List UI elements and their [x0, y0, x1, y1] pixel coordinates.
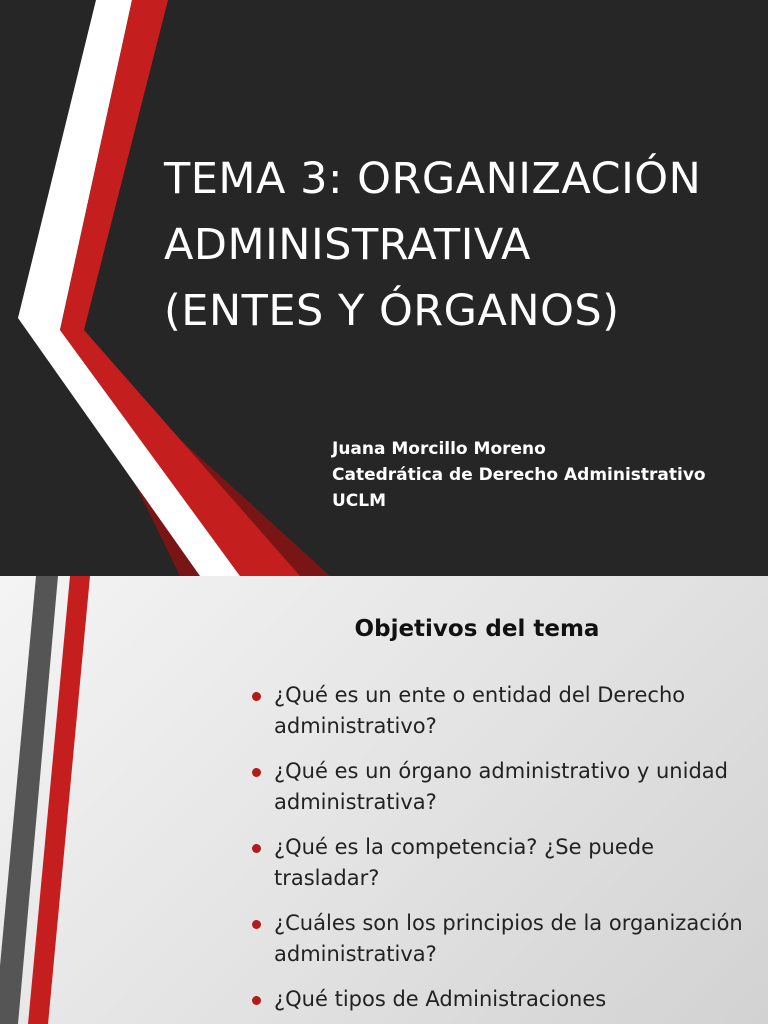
list-item-text: ¿Cuáles son los principios de la organización administrativa? [274, 911, 743, 966]
slide-title [164, 146, 764, 344]
bullet-icon [252, 920, 261, 929]
list-item [252, 756, 752, 818]
list-item-text: ¿Qué es la competencia? ¿Se puede trasladar? [274, 835, 655, 890]
author-block [332, 436, 768, 514]
bullet-icon [252, 844, 261, 853]
list-item [252, 680, 752, 742]
objectives-slide [0, 576, 768, 1024]
list-item [252, 908, 752, 970]
list-item [252, 832, 752, 894]
bullet-icon [252, 996, 261, 1005]
list-item-text: ¿Qué es un órgano administrativo y unidad administrativa? [274, 759, 728, 814]
list-item-text: ¿Qué es un ente o entidad del Derecho administrativo? [274, 683, 686, 738]
author-name: Juana Morcillo Moreno [332, 439, 546, 459]
author-institution: UCLM [332, 491, 387, 511]
title-line-1: TEMA 3: ORGANIZACIÓN [164, 154, 702, 204]
author-position: Catedrática de Derecho Administrativo [332, 465, 706, 485]
title-line-2: ADMINISTRATIVA [164, 220, 531, 270]
bullet-icon [252, 692, 261, 701]
slide-title: Objetivos del tema [354, 616, 600, 642]
list-item [252, 984, 752, 1015]
objectives-list [252, 680, 752, 1024]
bullet-icon [252, 768, 261, 777]
title-line-3: (ENTES Y ÓRGANOS) [164, 286, 620, 336]
list-item-text: ¿Qué tipos de Administraciones [274, 987, 607, 1011]
